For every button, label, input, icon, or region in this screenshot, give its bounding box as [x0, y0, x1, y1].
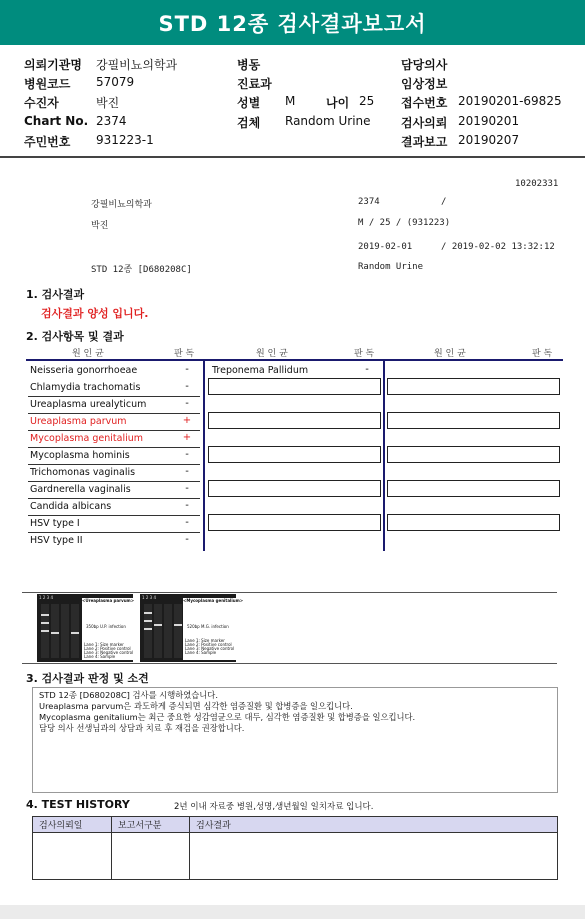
empty-result-box [387, 412, 560, 429]
history-col-date: 검사의뢰일 [33, 817, 112, 833]
id-value: 931223-1 [96, 133, 154, 147]
institution-value: 강필비뇨의학과 [96, 58, 178, 72]
column-divider [383, 361, 385, 551]
table-header-2 [204, 346, 384, 361]
section1-title: 1. 검사결과 [26, 288, 85, 301]
pathogen-name: Mycoplasma hominis [30, 450, 130, 461]
table-header-1 [26, 346, 204, 361]
table-header-3 [384, 346, 563, 361]
section3-title: 3. 검사결과 판정 및 소견 [26, 672, 149, 685]
opinion-line: Mycoplasma genitalium는 최근 중요한 성감염균으로 대두, 심각한 염증질환 및 합병증을 일으킵니다. [39, 712, 416, 722]
mono-sex-age: M / 25 / (931223) [358, 218, 451, 228]
row-divider [28, 396, 200, 397]
hospital-code-value: 57079 [96, 75, 135, 89]
gel-frame-top [22, 592, 557, 593]
history-cell [112, 833, 190, 880]
pathogen-name: Gardnerella vaginalis [30, 484, 131, 495]
empty-result-box [208, 378, 381, 395]
dept-label: 진료과 [237, 77, 272, 91]
pathogen-result: - [185, 381, 189, 392]
history-cell [33, 833, 112, 880]
pathogen-name: Ureaplasma urealyticum [30, 399, 147, 410]
pathogen-name: Treponema Pallidum [212, 365, 309, 376]
sex-value: M [285, 94, 296, 108]
receipt-value: 20190201-69825 [458, 94, 562, 108]
ward-label: 병동 [237, 58, 261, 72]
header-info [0, 0, 585, 160]
pathogen-name: HSV type I [30, 518, 80, 529]
row-divider [28, 481, 200, 482]
empty-result-box [387, 446, 560, 463]
history-col-type: 보고서구분 [112, 817, 190, 833]
row-divider [28, 515, 200, 516]
pathogen-name: Mycoplasma genitalium [30, 433, 144, 444]
chart-value: 2374 [96, 114, 127, 128]
lab-code: 10202331 [515, 179, 559, 189]
gel-legend-mycoplasma: <Mycoplasma genitalium> 520bp M.G. infection Lane 1: Size marker Lane 2: Positive control Lane 3: Negative control Lane 4: Sample [183, 598, 245, 660]
pathogen-name: Chlamydia trachomatis [30, 382, 141, 393]
opinion-box [32, 687, 558, 793]
request-value: 20190201 [458, 114, 520, 128]
pathogen-result: - [185, 534, 189, 545]
empty-result-box [208, 514, 381, 531]
row-divider [28, 430, 200, 431]
section2-title: 2. 검사항목 및 결과 [26, 330, 124, 343]
report-value: 20190207 [458, 133, 520, 147]
section4-title: 4. TEST HISTORY [26, 798, 130, 811]
sex-label: 성별 [237, 96, 261, 110]
age-label: 나이 [326, 96, 350, 110]
report-title: STD 12종 검사결과보고서 [0, 0, 585, 45]
chart-label: Chart No. [24, 114, 89, 128]
empty-result-box [208, 446, 381, 463]
history-table [32, 816, 558, 880]
request-label: 검사의뢰 [401, 116, 448, 130]
row-divider [28, 413, 200, 414]
col-result-header: 판 독 [354, 349, 375, 359]
mono-chart: 2374 [358, 197, 380, 207]
institution-label: 의뢰기관명 [24, 58, 82, 72]
empty-result-box [387, 480, 560, 497]
overall-result: 검사결과 양성 입니다. [41, 307, 149, 320]
patient-label: 수진자 [24, 96, 59, 110]
col-pathogen-header: 원 인 균 [72, 349, 104, 359]
pathogen-result: - [185, 364, 189, 375]
col-pathogen-header: 원 인 균 [256, 349, 288, 359]
row-divider [28, 532, 200, 533]
receipt-label: 접수번호 [401, 96, 448, 110]
mono-slash: / [441, 197, 447, 207]
pathogen-result: - [185, 517, 189, 528]
row-divider [28, 447, 200, 448]
pathogen-result: - [185, 500, 189, 511]
col-pathogen-header: 원 인 균 [434, 349, 466, 359]
gel-lane-numbers: 1 2 3 4 [39, 595, 54, 600]
mono-patient: 박진 [91, 221, 109, 231]
pathogen-name: Trichomonas vaginalis [30, 467, 136, 478]
pathogen-result: - [365, 364, 369, 375]
pathogen-name: Neisseria gonorrhoeae [30, 365, 138, 376]
pathogen-result: - [185, 483, 189, 494]
history-col-result: 검사결과 [190, 817, 558, 833]
mono-test: STD 12종 [D680208C] [91, 265, 192, 275]
pathogen-result: - [185, 449, 189, 460]
id-label: 주민번호 [24, 135, 71, 149]
opinion-line: Ureaplasma parvum은 과도하게 증식되면 심각한 염증질환 및 합병증을 일으킵니다. [39, 701, 353, 711]
empty-result-box [387, 378, 560, 395]
pathogen-name: Candida albicans [30, 501, 112, 512]
pathogen-result: + [182, 415, 192, 426]
specimen-value: Random Urine [285, 114, 371, 128]
age-value: 25 [359, 94, 375, 108]
gel-legend-ureaplasma: <Ureaplasma parvum> 350bp U.P. infection Lane 1: Size marker Lane 2: Positive control Lane 3: Negative control Lane 4: Sample [82, 598, 137, 660]
history-note: 2년 이내 자료중 병원,성명,생년월일 일치자료 입니다. [174, 802, 374, 812]
col-result-header: 판 독 [174, 349, 195, 359]
opinion-line: STD 12종 [D680208C] 검사를 시행하였습니다. [39, 690, 218, 700]
history-cell [190, 833, 558, 880]
header-divider [0, 156, 585, 158]
pathogen-result: - [185, 466, 189, 477]
col-result-header: 판 독 [532, 349, 553, 359]
empty-result-box [208, 412, 381, 429]
pathogen-result: + [182, 432, 192, 443]
hospital-code-label: 병원코드 [24, 77, 71, 91]
pathogen-name: Ureaplasma parvum [30, 416, 127, 427]
specimen-label: 검체 [237, 116, 261, 130]
empty-result-box [208, 480, 381, 497]
opinion-line: 담당 의사 선생님과의 상담과 치료 후 재검을 권장합니다. [39, 723, 245, 733]
gel-frame-bottom [22, 663, 557, 664]
column-divider [203, 361, 205, 551]
empty-result-box [387, 514, 560, 531]
mono-date-reported: / 2019-02-02 13:32:12 [441, 242, 555, 252]
clinical-label: 임상정보 [401, 77, 448, 91]
pathogen-result: - [185, 398, 189, 409]
gel-lane-numbers: 1 2 3 4 [142, 595, 157, 600]
patient-value: 박진 [96, 96, 120, 110]
row-divider [28, 498, 200, 499]
mono-date-received: 2019-02-01 [358, 242, 413, 252]
mono-institution: 강필비뇨의학과 [91, 200, 152, 210]
pathogen-name: HSV type II [30, 535, 83, 546]
row-divider [28, 464, 200, 465]
report-label: 결과보고 [401, 135, 448, 149]
doctor-label: 담당의사 [401, 58, 448, 72]
mono-specimen: Random Urine [358, 262, 424, 272]
